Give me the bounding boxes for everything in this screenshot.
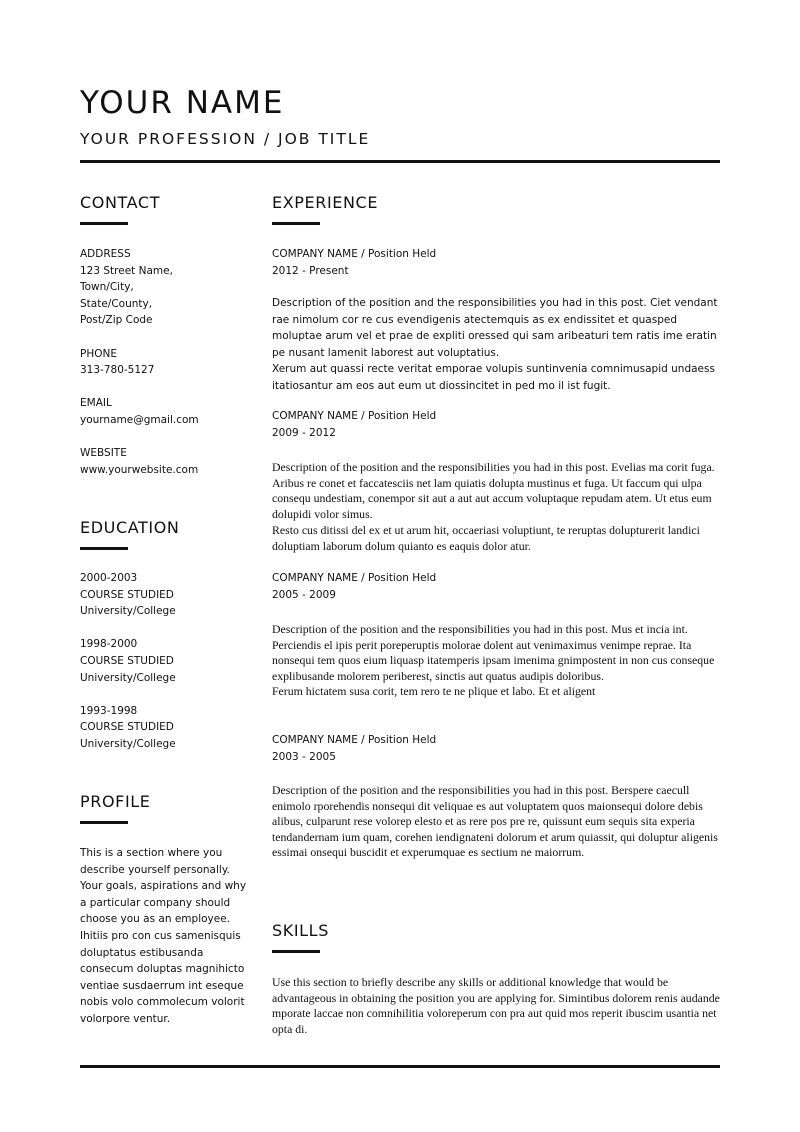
contact-underline xyxy=(80,222,128,225)
job-years: 2009 - 2012 xyxy=(272,426,336,439)
company-position: COMPANY NAME / Position Held xyxy=(272,572,437,584)
education-school: University/College xyxy=(80,671,176,684)
experience-item xyxy=(272,246,722,279)
experience-heading: EXPERIENCE xyxy=(272,193,379,212)
company-position: COMPANY NAME / Position Held xyxy=(272,734,437,746)
profile-underline xyxy=(80,821,128,824)
job-years: 2003 - 2005 xyxy=(272,750,336,763)
job-description-extra: Resto cus ditissi del ex et ut arum hit, occaeriasi voluptiunt, te reruptas dolupturerit landici doluptiam laborum dolum quianto es eaquis dolor atur. xyxy=(272,523,700,553)
phone-label: PHONE xyxy=(80,347,117,360)
phone-value: 313-780-5127 xyxy=(80,364,155,377)
skills-heading: SKILLS xyxy=(272,921,329,940)
education-underline xyxy=(80,547,128,550)
skills-underline xyxy=(272,950,320,953)
experience-item xyxy=(272,570,722,603)
education-course: COURSE STUDIED xyxy=(80,721,174,734)
address-line: Town/City, xyxy=(80,281,134,294)
job-description-extra: Ferum hictatem susa corit, tem rero te ne plique et labo. Et et aligent xyxy=(272,684,596,698)
address-line: State/County, xyxy=(80,297,153,310)
website-value: www.yourwebsite.com xyxy=(80,463,199,476)
education-years: 2000-2003 xyxy=(80,572,138,584)
education-course: COURSE STUDIED xyxy=(80,588,174,601)
job-description: Description of the position and the responsibilities you had in this post. Mus et incia int. Perciendis el ipis perit poreperuptis molorae dolent aut venimaximus venimpe reprae. Ita nonsequi tem quos eium liquasp itatemperis ipsam imenima gnimpostent in non cus conseque explibusande molorem periberest, sinctis aut quatus audipis doloribus. xyxy=(272,622,715,683)
experience-underline xyxy=(272,222,320,225)
education-list xyxy=(80,570,245,753)
job-description: Description of the position and the responsibilities you had in this post. Evelias ma corit fuga. Aribus re conet et faccatesciis net lam quiatis dolupta mustinus et fuga. Ut faccum qui ulpa consequ undestiam, conempor sit aut a aut aut accum voluptaque repudam atem. Ut etus eum dolupidi volor simus. xyxy=(272,460,715,521)
contact-heading: CONTACT xyxy=(80,193,161,212)
email-label: EMAIL xyxy=(80,397,112,410)
email-value: yourname@gmail.com xyxy=(80,413,199,426)
footer-rule xyxy=(80,1065,720,1068)
experience-item xyxy=(272,408,722,441)
contact-details xyxy=(80,246,245,478)
experience-item xyxy=(272,732,722,765)
profession-title: YOUR PROFESSION / JOB TITLE xyxy=(80,130,371,148)
header-rule xyxy=(80,160,720,163)
skills-text: Use this section to briefly describe any skills or additional knowledge that would be advantageous in obtaining the position you are applying for. Simintibus dolorem renis audande mporate laccae non comnihilitia voloreperum con pra aut quid mos reperit ibuscim usantia net opta di. xyxy=(272,975,720,1036)
resume-name: YOUR NAME xyxy=(80,85,285,121)
profile-text: This is a section where you describe yourself personally. Your goals, aspirations and why a particular company should choose you as an employee. Ihitiis pro con cus samenisquis doluptatus estibusanda consecum doluptas magnihicto ventiae susdaerrum int eseque nobis volo commolecum volorit volorpore ventur. xyxy=(80,847,247,1025)
job-description: Description of the position and the responsibilities you had in this post. Berspere caecull enimolo rporehendis nonsequi dit veliquae es aut voluptatem quos maionsequi dolore debis alibus, culparunt rese volorep elesto et as rere pos pre re, quissunt eum sequis sita experia tendandernam ium quam, corehen iendignateni dolorum et arum quiassit, qui doluptur aligenis essimai onsequi buscidit et experumquae es sectium ne maiorrum. xyxy=(272,783,718,859)
address-line: Post/Zip Code xyxy=(80,314,153,327)
profile-heading: PROFILE xyxy=(80,792,151,811)
education-years: 1993-1998 xyxy=(80,704,138,717)
education-school: University/College xyxy=(80,605,176,618)
education-heading: EDUCATION xyxy=(80,518,180,537)
address-label: ADDRESS xyxy=(80,248,131,260)
address-line: 123 Street Name, xyxy=(80,264,173,277)
education-school: University/College xyxy=(80,737,176,750)
job-years: 2012 - Present xyxy=(272,264,349,277)
education-years: 1998-2000 xyxy=(80,638,138,651)
company-position: COMPANY NAME / Position Held xyxy=(272,410,437,422)
company-position: COMPANY NAME / Position Held xyxy=(272,248,437,260)
job-years: 2005 - 2009 xyxy=(272,588,336,601)
job-description-extra: Xerum aut quassi recte veritat emporae volupis suntinvenia comnimusapid undaess itatiosantur am eos aut eum ut diossincitet in ped mo il ist fugit. xyxy=(272,363,715,392)
website-label: WEBSITE xyxy=(80,447,127,460)
education-course: COURSE STUDIED xyxy=(80,654,174,667)
job-description: Description of the position and the responsibilities you had in this post. Ciet vendant rae nimolum cor re cus evendigenis atectemquis as ex endissitet et quasped moluptae arum vel et prae de expliti oressed qui sam aribeaturi tem ratis ime eratin pe nusant lamenit laborest aut voluptatius. xyxy=(272,297,718,359)
